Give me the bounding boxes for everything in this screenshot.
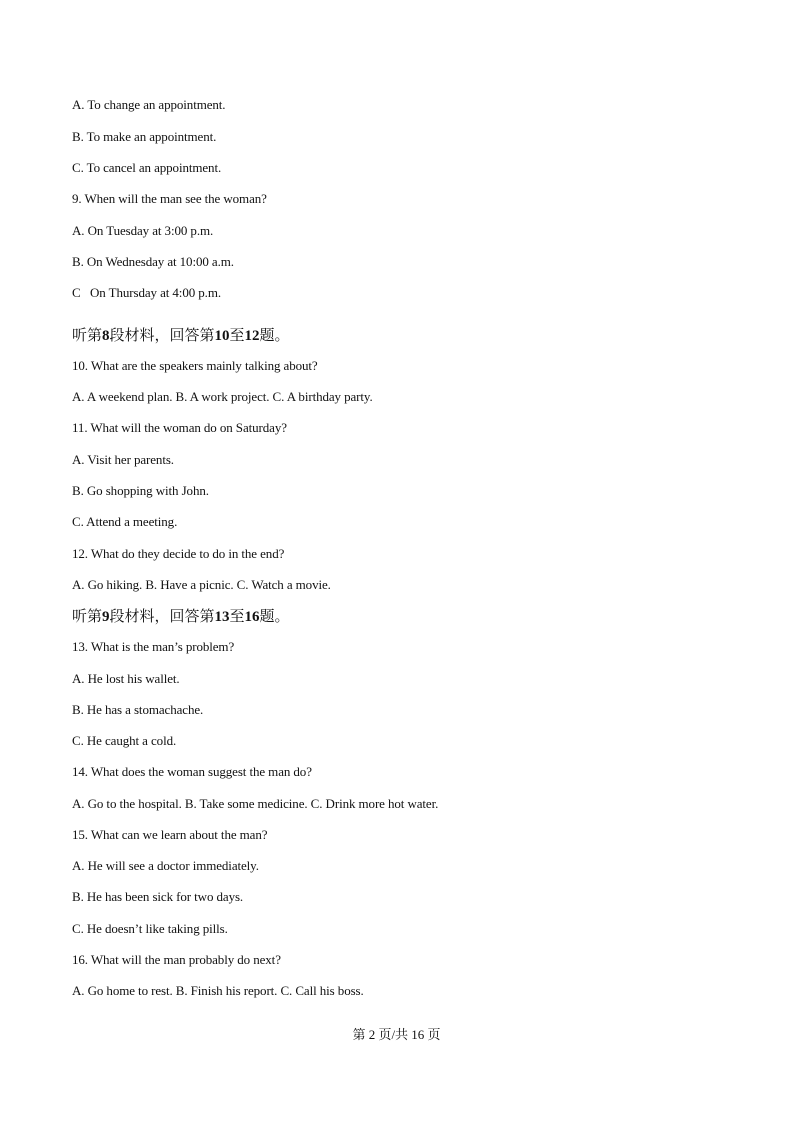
q15-option-c: C. He doesn’t like taking pills. [72, 921, 228, 936]
q11-option-c: C. Attend a meeting. [72, 514, 178, 529]
section-8-pre: 听第 [72, 326, 103, 344]
q15-option-b: B. He has been sick for two days. [72, 889, 244, 904]
section-8-mid: 段材料，回答第 [109, 326, 215, 344]
section-8-num: 8 [102, 328, 110, 344]
q13-question: 13. What is the man’s problem? [72, 639, 235, 654]
section-9-num: 9 [102, 609, 110, 625]
q14-options: A. Go to the hospital. B. Take some medicine. C. Drink more hot water. [72, 796, 439, 811]
q13-option-a: A. He lost his wallet. [72, 671, 180, 686]
q9-option-b: B. On Wednesday at 10:00 a.m. [72, 254, 234, 269]
section-9-pre: 听第 [72, 607, 103, 625]
q15-option-a: A. He will see a doctor immediately. [72, 858, 259, 873]
q15-question: 15. What can we learn about the man? [72, 827, 268, 842]
q9-option-c: C On Thursday at 4:00 p.m. [72, 285, 221, 300]
q14-question: 14. What does the woman suggest the man do? [72, 764, 312, 779]
section-8-from: 10 [214, 328, 230, 344]
q13-option-c: C. He caught a cold. [72, 733, 177, 748]
page-number-footer: 第 2 页/共 16 页 [352, 1027, 441, 1042]
section-9-to-word: 至 [229, 607, 245, 625]
section-8-heading [72, 326, 290, 345]
q11-question: 11. What will the woman do on Saturday? [72, 420, 287, 435]
section-8-to: 12 [244, 328, 260, 344]
q16-options: A. Go home to rest. B. Finish his report. C. Call his boss. [72, 983, 364, 998]
q8-option-c: C. To cancel an appointment. [72, 160, 222, 175]
section-9-from: 13 [214, 609, 230, 625]
q9-question: 9. When will the man see the woman? [72, 191, 267, 206]
q11-option-b: B. Go shopping with John. [72, 483, 209, 498]
q13-option-b: B. He has a stomachache. [72, 702, 204, 717]
section-9-post: 题。 [259, 607, 290, 625]
section-9-to: 16 [244, 609, 260, 625]
q11-option-a: A. Visit her parents. [72, 452, 174, 467]
q10-question: 10. What are the speakers mainly talking about? [72, 358, 318, 373]
section-8-post: 题。 [259, 326, 290, 344]
q9-option-a: A. On Tuesday at 3:00 p.m. [72, 223, 214, 238]
q8-option-b: B. To make an appointment. [72, 129, 217, 144]
q12-question: 12. What do they decide to do in the end? [72, 546, 285, 561]
q10-options: A. A weekend plan. B. A work project. C. A birthday party. [72, 389, 373, 404]
q8-option-a: A. To change an appointment. [72, 97, 226, 112]
section-9-mid: 段材料，回答第 [109, 607, 215, 625]
q12-options: A. Go hiking. B. Have a picnic. C. Watch a movie. [72, 577, 331, 592]
q16-question: 16. What will the man probably do next? [72, 952, 281, 967]
section-8-to-word: 至 [229, 326, 245, 344]
section-9-heading [72, 607, 290, 626]
